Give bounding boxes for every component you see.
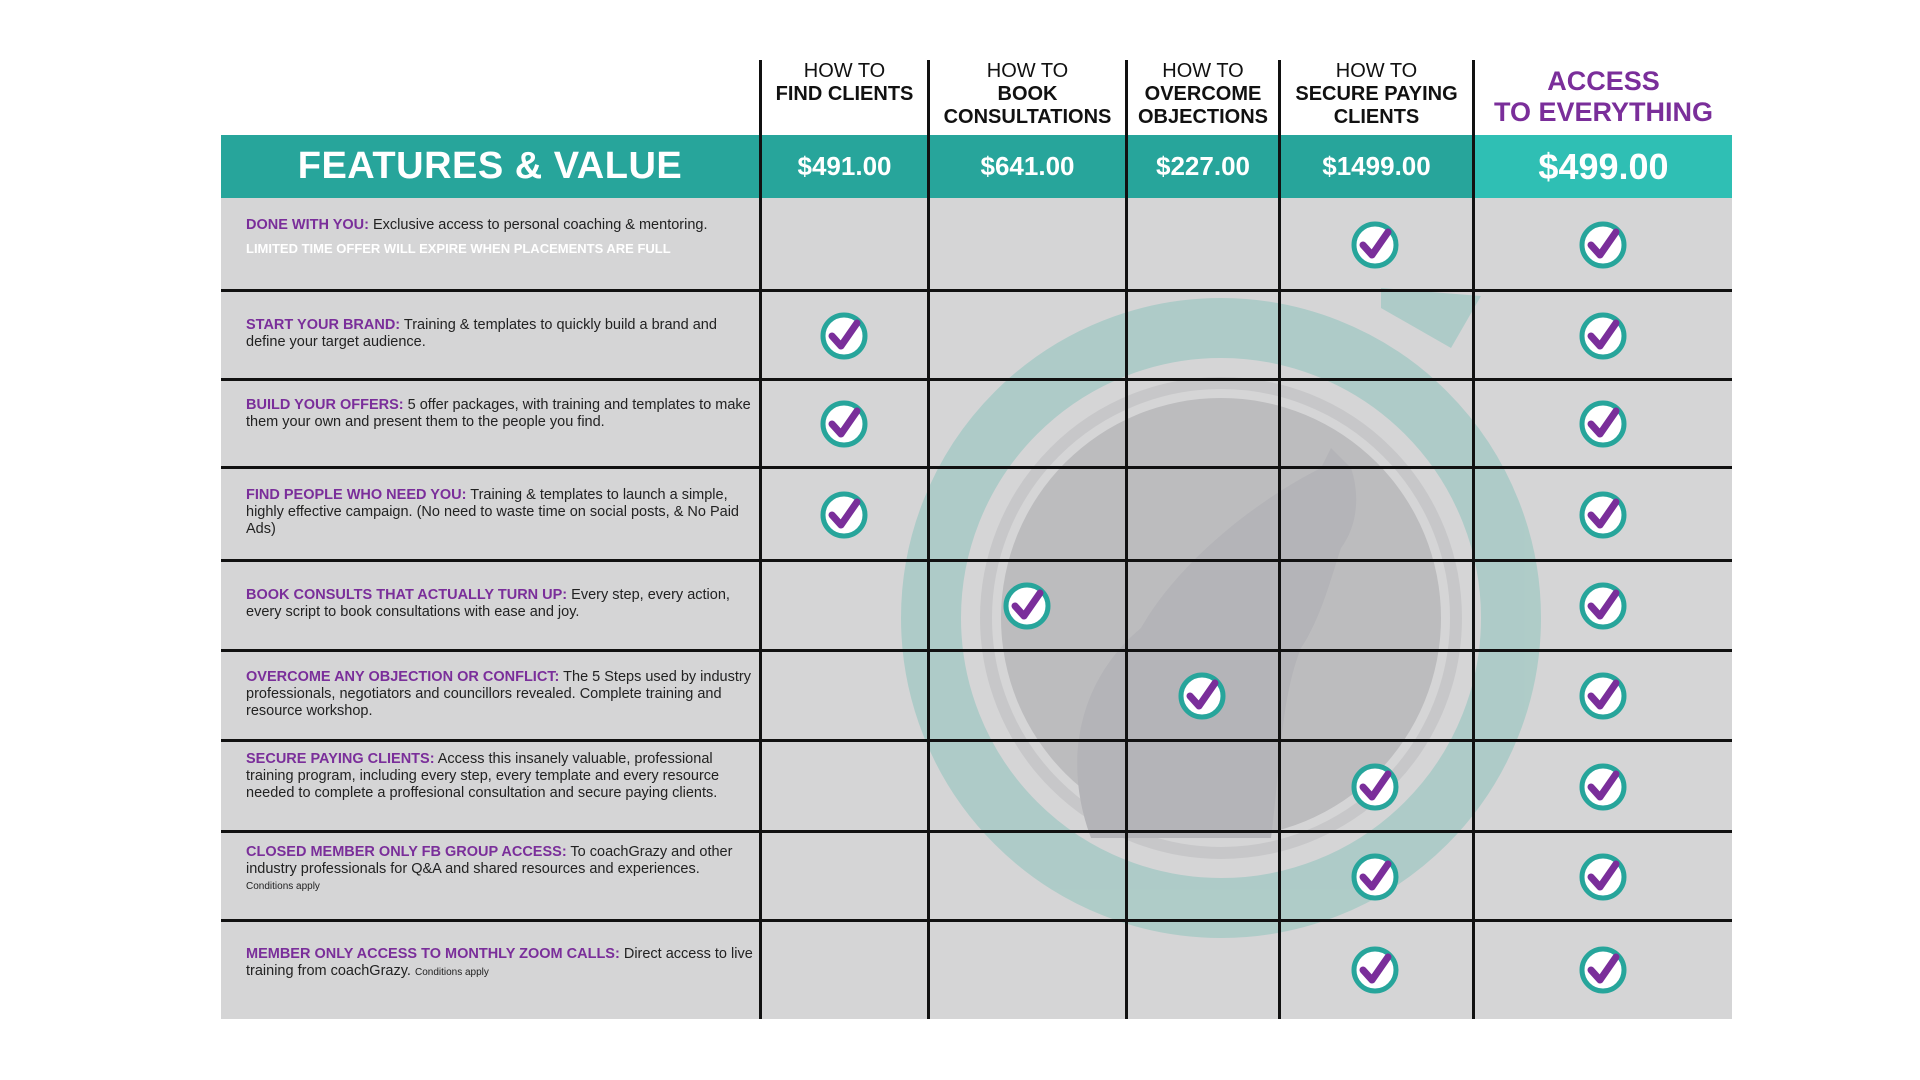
- row-divider: [221, 466, 1732, 469]
- check-circle-icon: [1578, 762, 1628, 812]
- column-header-secure-paying-clients: HOW TO SECURE PAYING CLIENTS: [1295, 60, 1458, 128]
- check-circle-icon: [1578, 671, 1628, 721]
- feature-description: Access this insanely valuable, professional training program, including every step, every template and every resource needed to complete a proffesional consultation and secure paying clients.: [246, 750, 720, 801]
- feature-row-text: [246, 397, 756, 431]
- price-find-clients: $491.00: [797, 151, 892, 181]
- column-divider: [759, 60, 762, 1019]
- check-circle-icon: [1350, 762, 1400, 812]
- row-divider: [221, 559, 1732, 562]
- feature-row-text: [246, 317, 756, 351]
- limited-offer-note: LIMITED TIME OFFER WILL EXPIRE WHEN PLACEMENTS ARE FULL: [246, 241, 671, 256]
- check-circle-icon: [1578, 490, 1628, 540]
- feature-description: Training & templates to quickly build a brand and define your target audience.: [246, 316, 717, 350]
- column-header-book-consultations: HOW TO BOOK CONSULTATIONS: [943, 60, 1112, 128]
- check-circle-icon: [1578, 311, 1628, 361]
- column-divider: [1278, 60, 1281, 1019]
- column-header-access-everything: ACCESS TO EVERYTHING: [1493, 66, 1714, 127]
- feature-description: To coachGrazy and other industry professionals for Q&A and shared resources and experiences.: [246, 843, 733, 877]
- feature-row-text: [246, 751, 756, 802]
- features-title: FEATURES & VALUE: [297, 145, 683, 187]
- row-divider: [221, 289, 1732, 292]
- check-circle-icon: [1177, 671, 1227, 721]
- feature-description: Exclusive access to personal coaching & mentoring.: [368, 217, 708, 233]
- conditions-note: Conditions apply: [414, 966, 489, 978]
- check-circle-icon: [819, 490, 869, 540]
- column-divider: [927, 60, 930, 1019]
- row-divider: [221, 649, 1732, 652]
- row-divider: [221, 378, 1732, 381]
- check-circle-icon: [1350, 945, 1400, 995]
- feature-description: Training & templates to launch a simple, highly effective campaign. (No need to waste time on social posts, & No Paid Ads): [246, 487, 739, 537]
- column-divider: [1472, 60, 1475, 1019]
- feature-row-text: [246, 217, 756, 257]
- feature-description: The 5 Steps used by industry professionals, negotiators and councillors revealed. Complete training and resource workshop.: [246, 668, 751, 719]
- feature-label: BUILD YOUR OFFERS:: [246, 396, 404, 413]
- feature-label: BOOK CONSULTS THAT ACTUALLY TURN UP:: [246, 587, 568, 603]
- price-overcome-objections: $227.00: [1156, 151, 1250, 181]
- feature-row-text: [246, 587, 756, 621]
- check-circle-icon: [1350, 852, 1400, 902]
- check-circle-icon: [819, 399, 869, 449]
- check-circle-icon: [1578, 399, 1628, 449]
- check-circle-icon: [819, 311, 869, 361]
- check-circle-icon: [1578, 581, 1628, 631]
- column-divider: [1125, 60, 1128, 1019]
- row-divider: [221, 830, 1732, 833]
- price-book-consultations: $641.00: [980, 151, 1075, 181]
- feature-label: OVERCOME ANY OBJECTION OR CONFLICT:: [246, 668, 560, 685]
- feature-label: DONE WITH YOU:: [246, 217, 369, 233]
- feature-row-text: [246, 669, 756, 720]
- feature-description: Every step, every action, every script to book consultations with ease and joy.: [246, 587, 730, 620]
- check-circle-icon: [1578, 220, 1628, 270]
- check-circle-icon: [1350, 220, 1400, 270]
- feature-row-text: [246, 487, 756, 538]
- column-header-overcome-objections: HOW TO OVERCOME OBJECTIONS: [1137, 60, 1269, 128]
- feature-label: MEMBER ONLY ACCESS TO MONTHLY ZOOM CALLS:: [246, 945, 620, 962]
- feature-row-text: [246, 844, 756, 895]
- check-circle-icon: [1578, 945, 1628, 995]
- check-circle-icon: [1578, 852, 1628, 902]
- feature-label: SECURE PAYING CLIENTS:: [246, 750, 435, 767]
- feature-row-text: [246, 946, 756, 981]
- row-divider: [221, 919, 1732, 922]
- column-header-find-clients: HOW TO FIND CLIENTS: [775, 60, 914, 105]
- price-access-everything: $499.00: [1538, 145, 1669, 187]
- feature-label: START YOUR BRAND:: [246, 316, 401, 333]
- price-secure-paying-clients: $1499.00: [1322, 151, 1431, 181]
- conditions-note: Conditions apply: [246, 880, 320, 892]
- check-circle-icon: [1002, 581, 1052, 631]
- feature-description: 5 offer packages, with training and templates to make them your own and present them to the people you find.: [246, 396, 751, 430]
- feature-label: CLOSED MEMBER ONLY FB GROUP ACCESS:: [246, 843, 567, 860]
- row-divider: [221, 739, 1732, 742]
- feature-description: Direct access to live training from coachGrazy.: [246, 945, 753, 979]
- feature-label: FIND PEOPLE WHO NEED YOU:: [246, 487, 467, 503]
